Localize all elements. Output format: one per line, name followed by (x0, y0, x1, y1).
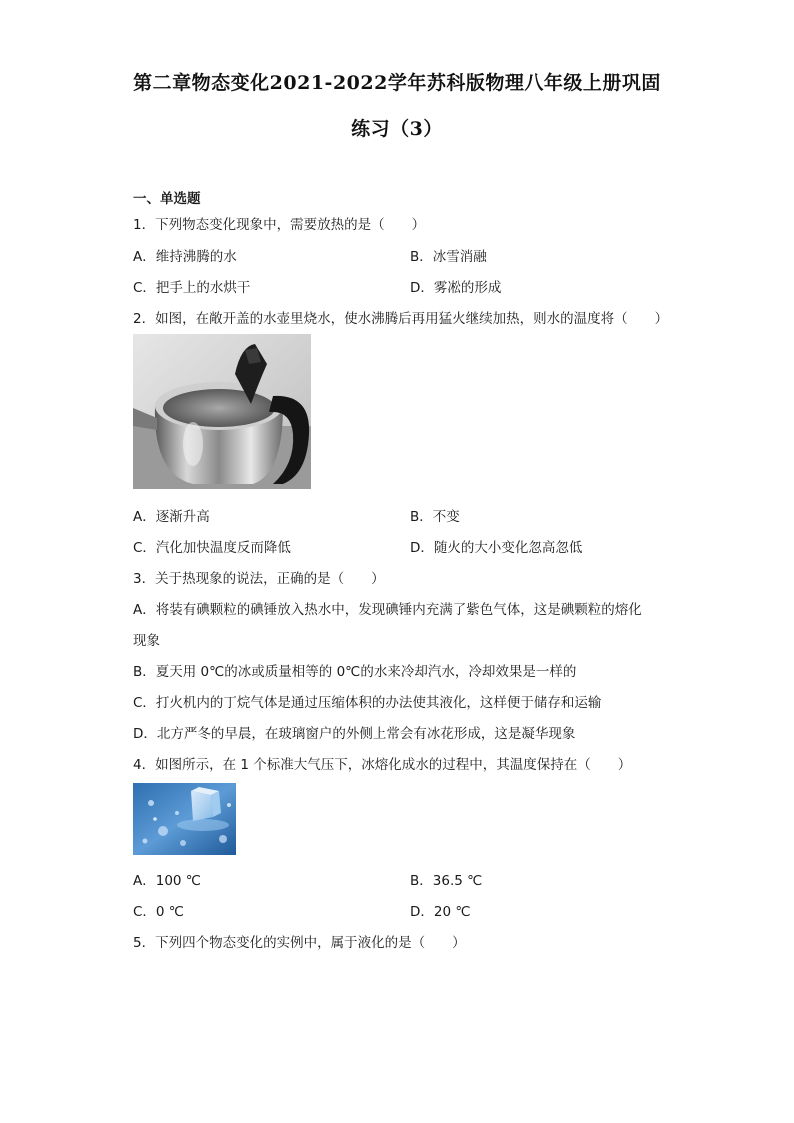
question-4-option-a: A．100 ℃ (133, 873, 201, 889)
electric-kettle-photo (133, 334, 311, 489)
ice-cube-photo (133, 783, 236, 855)
question-3-option-b: B．夏天用 0℃的冰或质量相等的 0℃的水来冷却汽水，冷却效果是一样的 (133, 664, 577, 680)
question-3-stem: 3．关于热现象的说法，正确的是（ ） (133, 571, 385, 587)
question-2-option-c: C．汽化加快温度反而降低 (133, 540, 291, 556)
question-3-option-a-continued: 现象 (133, 633, 160, 649)
question-3-option-c: C．打火机内的丁烷气体是通过压缩体积的办法使其液化，这样便于储存和运输 (133, 695, 602, 711)
question-2-option-b: B．不变 (410, 509, 460, 525)
question-4-stem: 4．如图所示，在 1 个标准大气压下，冰熔化成水的过程中，其温度保持在（ ） (133, 757, 632, 773)
question-5-stem: 5．下列四个物态变化的实例中，属于液化的是（ ） (133, 935, 466, 951)
page-title-line-1: 第二章物态变化2021-2022学年苏科版物理八年级上册巩固 (133, 72, 661, 94)
section-heading: 一、单选题 (133, 191, 201, 207)
page-title-line-2: 练习（3） (351, 118, 443, 140)
question-1-option-b: B．冰雪消融 (410, 249, 487, 265)
question-1-option-a: A．维持沸腾的水 (133, 249, 237, 265)
question-2-stem: 2．如图，在敞开盖的水壶里烧水，使水沸腾后再用猛火继续加热，则水的温度将（ ） (133, 311, 669, 327)
question-4-option-b: B．36.5 ℃ (410, 873, 483, 889)
question-1-option-d: D．雾凇的形成 (410, 280, 502, 296)
question-4-option-d: D．20 ℃ (410, 904, 471, 920)
question-2-option-a: A．逐渐升高 (133, 509, 210, 525)
question-3-option-d: D．北方严冬的早晨，在玻璃窗户的外侧上常会有冰花形成，这是凝华现象 (133, 726, 576, 742)
question-4-option-c: C．0 ℃ (133, 904, 184, 920)
question-1-stem: 1．下列物态变化现象中，需要放热的是（ ） (133, 217, 426, 233)
question-1-option-c: C．把手上的水烘干 (133, 280, 251, 296)
question-2-option-d: D．随火的大小变化忽高忽低 (410, 540, 583, 556)
question-3-option-a: A．将装有碘颗粒的碘锤放入热水中，发现碘锤内充满了紫色气体，这是碘颗粒的熔化 (133, 602, 642, 618)
